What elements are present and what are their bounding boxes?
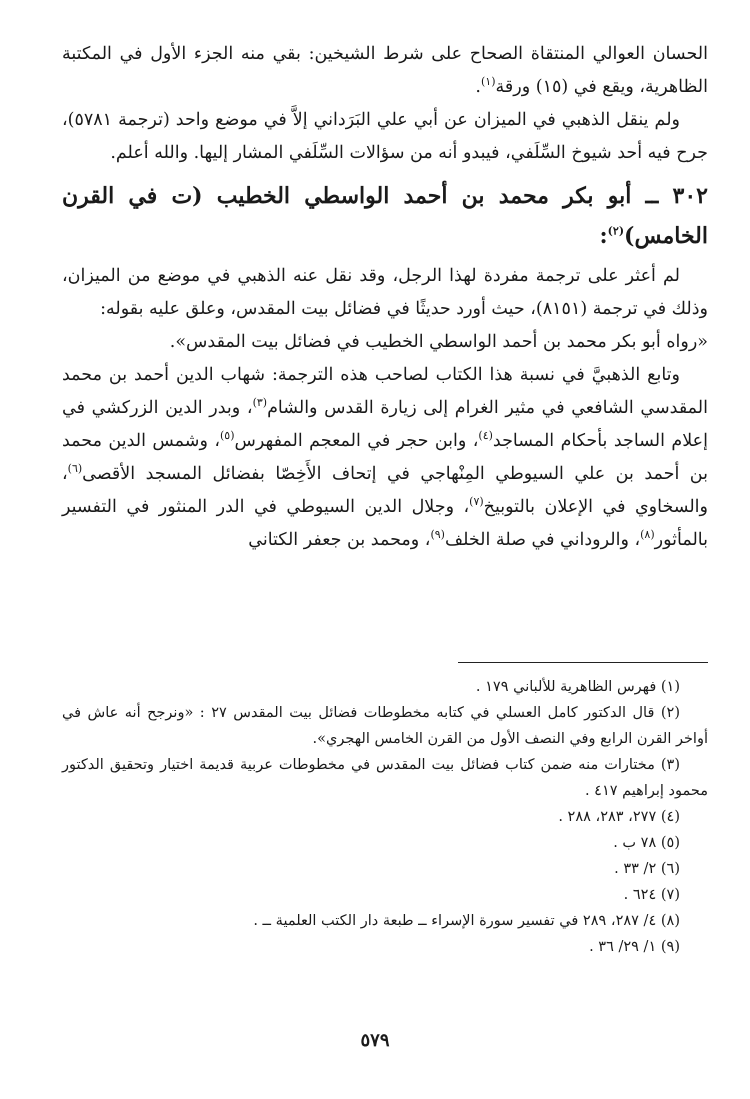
footnotes: [62, 674, 708, 960]
footnote-ref-6[interactable]: (٦): [67, 462, 83, 476]
paragraph-4-text-d: ، وشمس الدين محمد بن أحمد بن علي السيوطي المِنْهاجي في إتحاف الأَخِصّا بفضائل المسجد الأقصى: [62, 431, 708, 484]
paragraph-1-end: .: [475, 77, 481, 97]
footnote-ref-1[interactable]: (١): [481, 75, 496, 89]
footnote-2: (٢) قال الدكتور كامل العسلي في كتابه مخطوطات فضائل بيت المقدس ٢٧ : «ونرجح أنه عاش في أواخر القرن الرابع وفي النصف الأول من القرن الخامس الهجري».: [62, 705, 708, 747]
footnote-ref-3[interactable]: (٣): [252, 396, 268, 410]
paragraph-1-text: الحسان العوالي المنتقاة الصحاح على شرط الشيخين: بقي منه الجزء الأول في المكتبة الظاهرية، ويقع في (١٥) ورقة: [62, 44, 708, 97]
quotation: «رواه أبو بكر محمد بن أحمد الواسطي الخطيب في فضائل بيت المقدس».: [169, 332, 708, 352]
paragraph-4-text-f: ، وجلال الدين السيوطي في الدر المنثور في التفسير بالمأثور: [62, 497, 708, 550]
footnote-ref-4[interactable]: (٤): [478, 429, 493, 443]
page-number: ٥٧٩: [360, 1030, 390, 1051]
footnote-8: (٨) ٤/ ٢٨٧، ٢٨٩ في تفسير سورة الإسراء ــ طبعة دار الكتب العلمية ــ .: [253, 913, 680, 929]
footnote-6: (٦) ٢/ ٣٣ .: [614, 861, 680, 877]
footnote-4: (٤) ٢٧٧، ٢٨٣، ٢٨٨ .: [558, 809, 680, 825]
footnote-7: (٧) ٦٢٤ .: [623, 887, 680, 903]
paragraph-2: ولم ينقل الذهبي في الميزان عن أبي علي البَرَداني إلاَّ في موضع واحد (ترجمة ٥٧٨١)، جرح فيه أحد شيوخ السِّلَفي، فيبدو أنه من سؤالات السِّلَفي المشار إليها. والله أعلم.: [62, 110, 708, 163]
footnote-1: (١) فهرس الظاهرية للألباني ١٧٩ .: [475, 679, 680, 695]
paragraph-1: [62, 38, 708, 104]
footnote-ref-7[interactable]: (٧): [469, 495, 484, 509]
footnote-ref-2[interactable]: (٢): [607, 224, 625, 238]
entry-heading: [62, 176, 708, 256]
footnote-ref-8[interactable]: (٨): [640, 528, 655, 542]
paragraph-4-text-a: وتابع الذهبيَّ في نسبة هذا الكتاب لصاحب هذه الترجمة: شهاب الدين أحمد بن محمد المقدسي الشافعي في مثير الغرام إلى زيارة القدس والشام: [62, 365, 708, 418]
paragraph-4-text-c: ، وابن حجر في المعجم المفهرس: [234, 431, 479, 451]
paragraph-3: [62, 260, 708, 359]
entry-heading-text: ٣٠٢ ــ أبو بكر محمد بن أحمد الواسطي الخطيب (ت في القرن الخامس): [62, 183, 708, 249]
paragraph-4-text-e: ، والسخاوي في الإعلان بالتوبيخ: [62, 464, 708, 517]
footnote-3: (٣) مختارات منه ضمن كتاب فضائل بيت المقدس في مخطوطات عربية قديمة اختيار وتحقيق الدكتور محمود إبراهيم ٤١٧ .: [62, 757, 708, 799]
entry-heading-end: :: [599, 223, 608, 249]
footnote-ref-9[interactable]: (٩): [430, 528, 445, 542]
main-text: [62, 38, 708, 557]
paragraph-4-text-h: ، ومحمد بن جعفر الكتاني: [248, 530, 431, 550]
footnote-divider: [458, 662, 708, 663]
footnote-ref-5[interactable]: (٥): [219, 429, 235, 443]
paragraph-4: [62, 359, 708, 557]
paragraph-3-text: لم أعثر على ترجمة مفردة لهذا الرجل، وقد نقل عنه الذهبي في موضع من الميزان، وذلك في ترجمة (٨١٥١)، حيث أورد حديثًا في فضائل بيت المقدس، وعلق عليه بقوله:: [62, 266, 708, 319]
footnote-5: (٥) ٧٨ ب .: [613, 835, 680, 851]
paragraph-4-text-b: ، وبدر الدين الزركشي في إعلام الساجد بأحكام المساجد: [62, 398, 708, 451]
paragraph-4-text-g: ، والروداني في صلة الخلف: [444, 530, 641, 550]
footnote-9: (٩) ١/ ٢٩/ ٣٦ .: [589, 939, 680, 955]
